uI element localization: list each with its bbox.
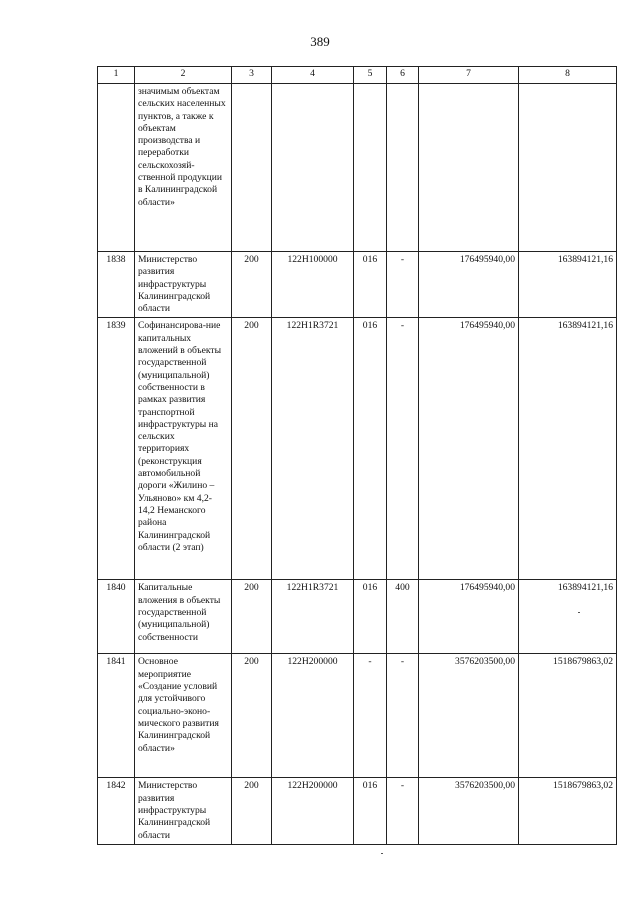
row-name: Капитальные вложения в объекты государственной (муниципальной) собственности xyxy=(135,580,232,654)
row-col4: 122H200000 xyxy=(272,778,354,844)
col-header-5: 5 xyxy=(354,67,387,84)
row-col3: 200 xyxy=(232,252,272,318)
row-col8: 163894121,16 xyxy=(519,252,617,318)
scan-speck xyxy=(578,612,580,613)
row-col4: 122H1R3721 xyxy=(272,580,354,654)
budget-table xyxy=(97,66,617,845)
table-row xyxy=(98,778,617,844)
row-col5 xyxy=(354,84,387,252)
row-col7: 3576203500,00 xyxy=(419,778,519,844)
row-col6: - xyxy=(387,252,419,318)
row-col3: 200 xyxy=(232,654,272,778)
row-col7: 176495940,00 xyxy=(419,252,519,318)
row-col6: - xyxy=(387,654,419,778)
row-number: 1840 xyxy=(98,580,135,654)
table-row xyxy=(98,252,617,318)
row-col3 xyxy=(232,84,272,252)
row-name: Основное мероприятие «Создание условий для устойчивого социально-эконо-мического развития Калининградской области» xyxy=(135,654,232,778)
col-header-2: 2 xyxy=(135,67,232,84)
row-col4 xyxy=(272,84,354,252)
row-col8: 1518679863,02 xyxy=(519,654,617,778)
page-number: 389 xyxy=(310,34,330,49)
row-col3: 200 xyxy=(232,580,272,654)
scan-speck xyxy=(381,853,383,854)
row-col8 xyxy=(519,84,617,252)
row-name: Софинансирова-ние капитальных вложений в объекты государственной (муниципальной) собственности в рамках развития транспортной инфраструктуры на сельских территориях (реконструкция автомобильной дороги «Жилино – Ульяново» км 4,2-14,2 Неманского района Калининградской области (2 этап) xyxy=(135,318,232,580)
row-number: 1841 xyxy=(98,654,135,778)
row-number: 1842 xyxy=(98,778,135,844)
row-name: значимым объектам сельских населенных пунктов, а также к объектам производства и переработки сельскохозяй-ственной продукции в Калининградской области» xyxy=(135,84,232,252)
row-col8: 1518679863,02 xyxy=(519,778,617,844)
col-header-8: 8 xyxy=(519,67,617,84)
row-col6: - xyxy=(387,778,419,844)
row-col6: - xyxy=(387,318,419,580)
row-col8: 163894121,16 xyxy=(519,318,617,580)
row-col7: 176495940,00 xyxy=(419,580,519,654)
col-header-6: 6 xyxy=(387,67,419,84)
row-col7 xyxy=(419,84,519,252)
table-row xyxy=(98,318,617,580)
row-number: 1838 xyxy=(98,252,135,318)
row-col5: - xyxy=(354,654,387,778)
row-col5: 016 xyxy=(354,778,387,844)
col-header-4: 4 xyxy=(272,67,354,84)
table-row xyxy=(98,580,617,654)
row-col4: 122H200000 xyxy=(272,654,354,778)
row-name: Министерство развития инфраструктуры Калининградской области xyxy=(135,252,232,318)
row-col3: 200 xyxy=(232,778,272,844)
row-col5: 016 xyxy=(354,252,387,318)
row-col5: 016 xyxy=(354,318,387,580)
col-header-7: 7 xyxy=(419,67,519,84)
row-number xyxy=(98,84,135,252)
table-row xyxy=(98,654,617,778)
row-col3: 200 xyxy=(232,318,272,580)
row-col6 xyxy=(387,84,419,252)
header-row xyxy=(98,67,617,84)
row-col8: 163894121,16 xyxy=(519,580,617,654)
col-header-3: 3 xyxy=(232,67,272,84)
row-number: 1839 xyxy=(98,318,135,580)
row-col7: 176495940,00 xyxy=(419,318,519,580)
col-header-1: 1 xyxy=(98,67,135,84)
row-col5: 016 xyxy=(354,580,387,654)
row-col6: 400 xyxy=(387,580,419,654)
row-name: Министерство развития инфраструктуры Калининградской области xyxy=(135,778,232,844)
row-col4: 122H1R3721 xyxy=(272,318,354,580)
row-col4: 122H100000 xyxy=(272,252,354,318)
table-row xyxy=(98,84,617,252)
row-col7: 3576203500,00 xyxy=(419,654,519,778)
